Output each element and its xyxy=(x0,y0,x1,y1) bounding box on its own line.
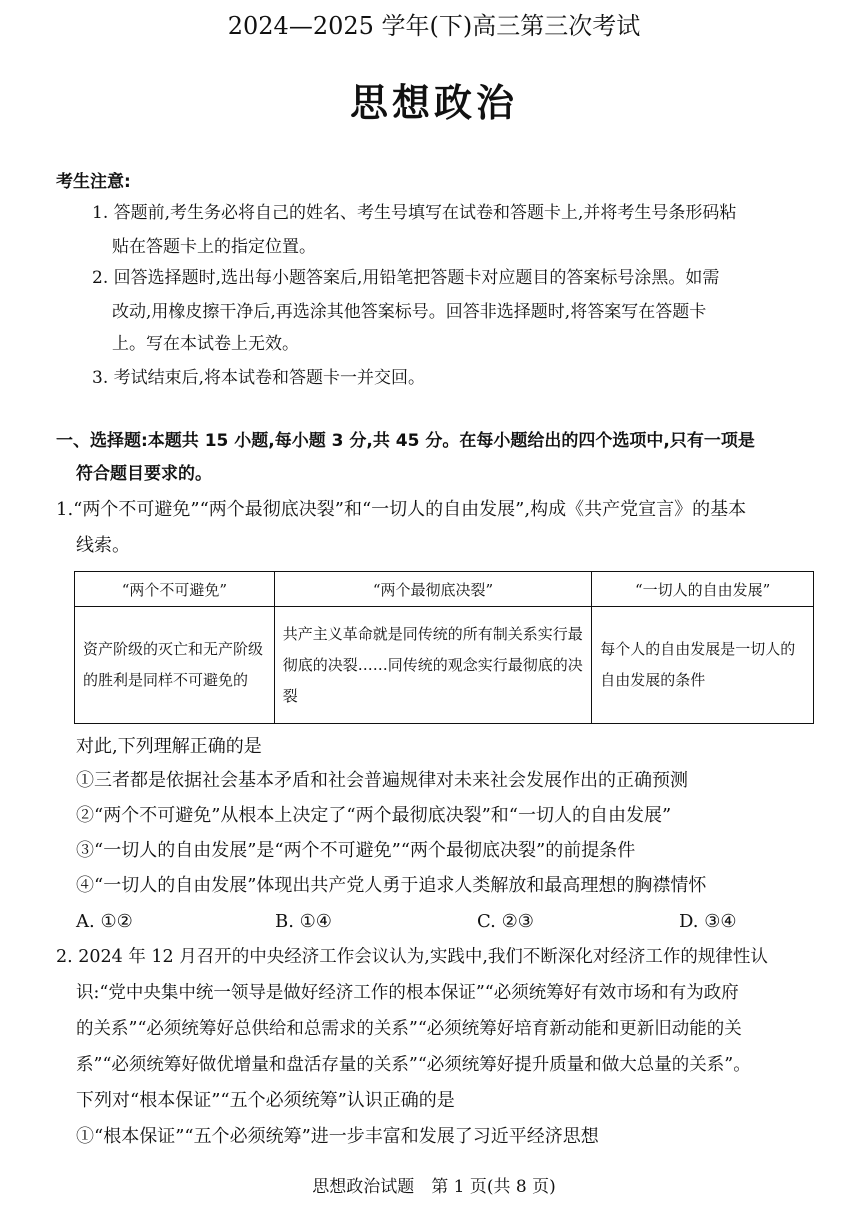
notice-line: 改动,用橡皮擦干净后,再选涂其他答案标号。回答非选择题时,将答案写在答题卡 xyxy=(112,302,707,322)
table-header-cell: “一切人的自由发展” xyxy=(592,572,814,607)
q1-statement: ①三者都是依据社会基本矛盾和社会普遍规律对未来社会发展作出的正确预测 xyxy=(76,770,688,791)
table-row xyxy=(75,607,814,724)
q1-statement: ②“两个不可避免”从根本上决定了“两个最彻底决裂”和“一切人的自由发展” xyxy=(76,805,672,826)
exam-title: 2024—2025 学年(下)高三第三次考试 xyxy=(227,12,641,40)
table-header-cell: “两个不可避免” xyxy=(75,572,275,607)
q2-stem: 系”“必须统筹好做优增量和盘活存量的关系”“必须统筹好提升质量和做大总量的关系”。 xyxy=(76,1055,751,1075)
notice-line: 3. 考试结束后,将本试卷和答题卡一并交回。 xyxy=(92,368,426,388)
q2-statement: ①“根本保证”“五个必须统筹”进一步丰富和发展了习近平经济思想 xyxy=(76,1126,599,1147)
table-header-row xyxy=(75,572,814,607)
notice-line: 上。写在本试卷上无效。 xyxy=(112,334,299,354)
notice-line: 2. 回答选择题时,选出每小题答案后,用铅笔把答题卡对应题目的答案标号涂黑。如需 xyxy=(92,268,720,288)
q1-table xyxy=(74,571,814,724)
option-a: A. ①② xyxy=(76,911,133,932)
table-cell: 共产主义革命就是同传统的所有制关系实行最彻底的决裂……同传统的观念实行最彻底的决裂 xyxy=(274,607,592,724)
q2-stem: 识:“党中央集中统一领导是做好经济工作的根本保证”“必须统筹好有效市场和有为政府 xyxy=(76,983,739,1003)
table-header-cell: “两个最彻底决裂” xyxy=(274,572,592,607)
notice-line: 贴在答题卡上的指定位置。 xyxy=(112,237,316,257)
option-b: B. ①④ xyxy=(275,911,332,932)
q1-stem-cont: 线索。 xyxy=(76,535,130,556)
q1-statement: ③“一切人的自由发展”是“两个不可避免”“两个最彻底决裂”的前提条件 xyxy=(76,840,636,861)
q2-stem: 2. 2024 年 12 月召开的中央经济工作会议认为,实践中,我们不断深化对经济工作的规律性认 xyxy=(56,947,768,967)
notice-line: 1. 答题前,考生务必将自己的姓名、考生号填写在试卷和答题卡上,并将考生号条形码粘 xyxy=(92,203,737,223)
table-cell: 资产阶级的灭亡和无产阶级的胜利是同样不可避免的 xyxy=(75,607,275,724)
q2-stem: 的关系”“必须统筹好总供给和总需求的关系”“必须统筹好培育新动能和更新旧动能的关 xyxy=(76,1019,742,1039)
page-footer: 思想政治试题 第 1 页(共 8 页) xyxy=(312,1177,556,1197)
section-heading: 一、选择题:本题共 15 小题,每小题 3 分,共 45 分。在每小题给出的四个选项中,只有一项是 xyxy=(56,431,755,451)
notice-title: 考生注意: xyxy=(56,172,131,192)
table-cell: 每个人的自由发展是一切人的自由发展的条件 xyxy=(592,607,814,724)
q1-prompt: 对此,下列理解正确的是 xyxy=(76,736,262,757)
option-c: C. ②③ xyxy=(477,911,534,932)
q2-prompt: 下列对“根本保证”“五个必须统筹”认识正确的是 xyxy=(76,1090,455,1111)
subject-title: 思想政治 xyxy=(349,81,518,125)
option-d: D. ③④ xyxy=(679,911,737,932)
section-heading-cont: 符合题目要求的。 xyxy=(76,464,212,484)
q1-stem: 1.“两个不可避免”“两个最彻底决裂”和“一切人的自由发展”,构成《共产党宣言》的基本 xyxy=(56,499,747,520)
q1-statement: ④“一切人的自由发展”体现出共产党人勇于追求人类解放和最高理想的胸襟情怀 xyxy=(76,875,707,896)
